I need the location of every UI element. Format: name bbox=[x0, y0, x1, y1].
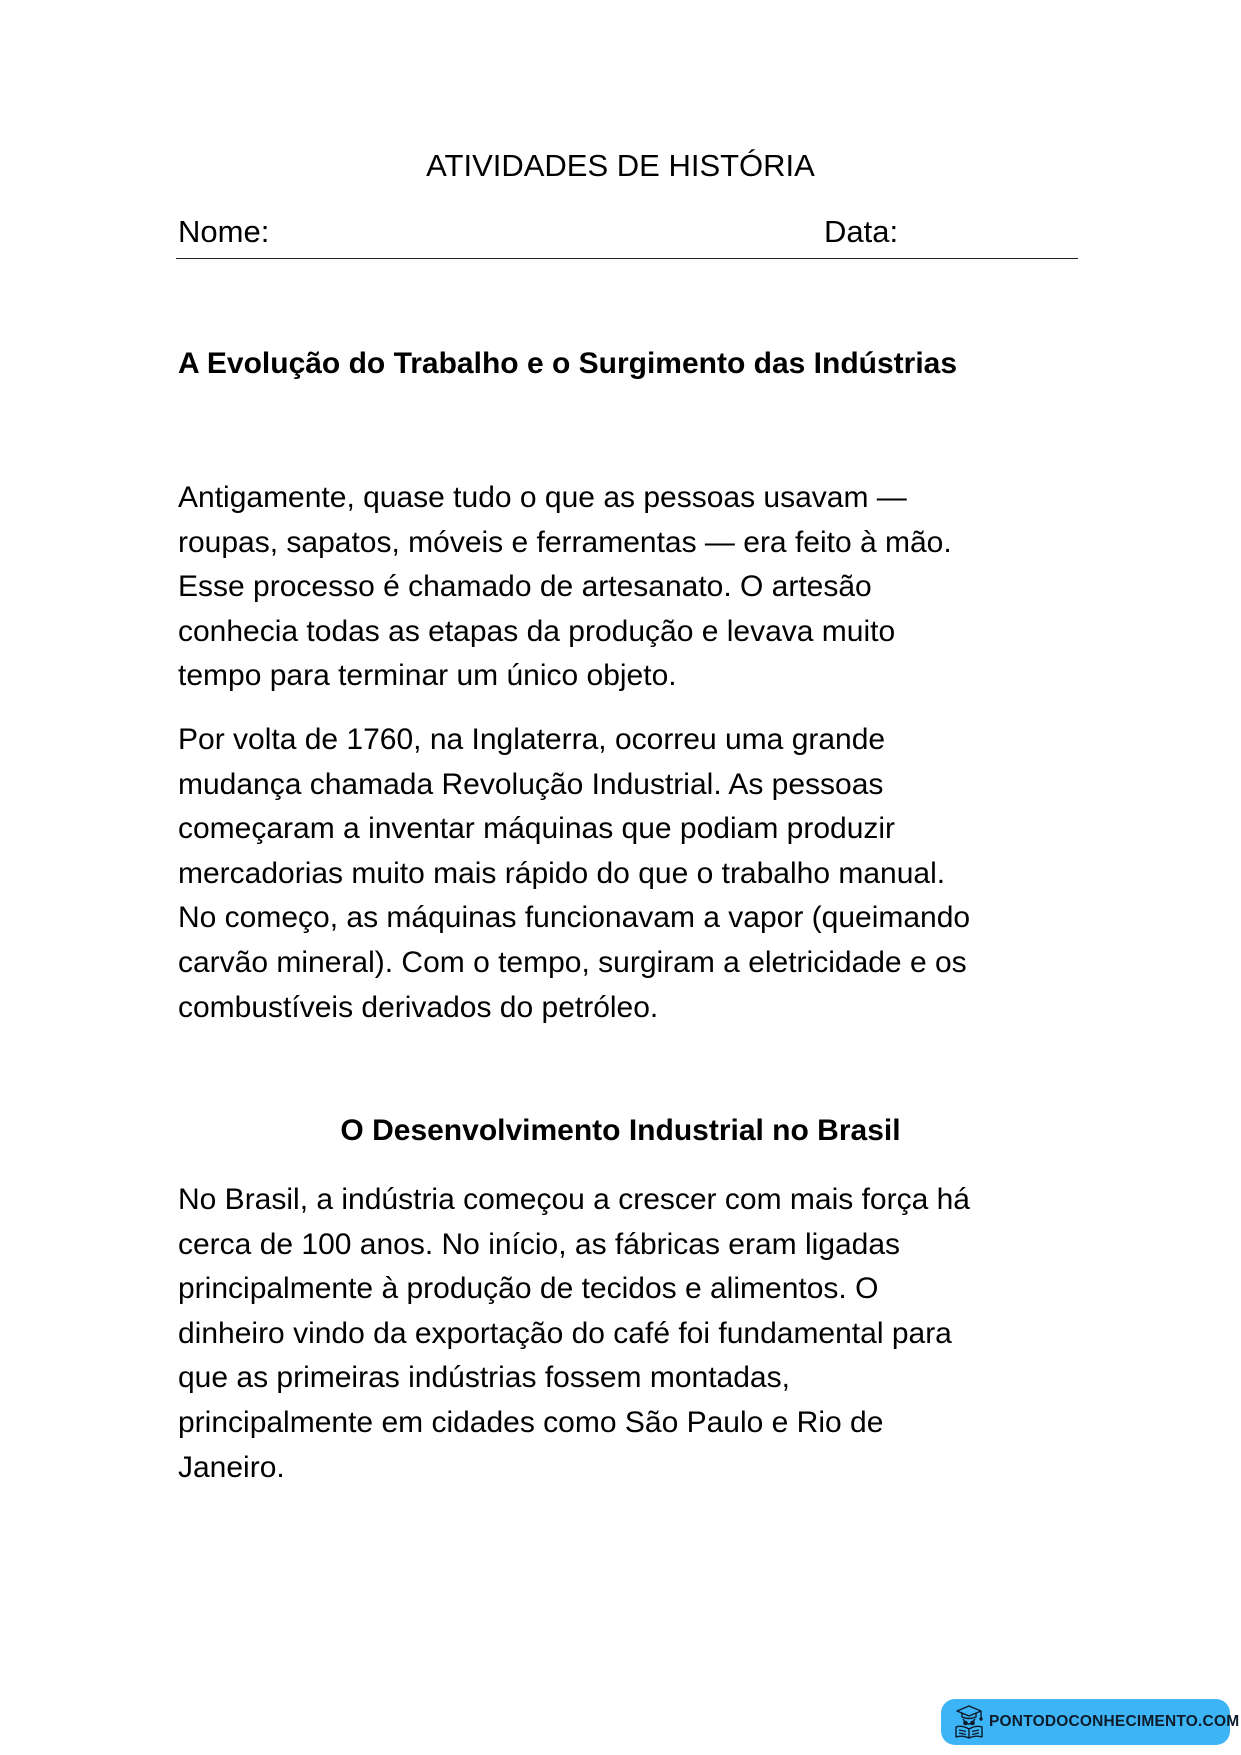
section2-heading: O Desenvolvimento Industrial no Brasil bbox=[340, 1114, 901, 1147]
date-label: Data: bbox=[824, 214, 899, 249]
text-line: principalmente em cidades como São Paulo e Rio de bbox=[178, 1405, 884, 1439]
text-line: cerca de 100 anos. No início, as fábricas eram ligadas bbox=[178, 1227, 901, 1261]
text-line: Janeiro. bbox=[178, 1450, 285, 1484]
text-line: mercadorias muito mais rápido do que o trabalho manual. bbox=[178, 856, 946, 890]
text-line: começaram a inventar máquinas que podiam produzir bbox=[178, 812, 896, 846]
text-line: principalmente à produção de tecidos e alimentos. O bbox=[178, 1272, 879, 1306]
section1-heading: A Evolução do Trabalho e o Surgimento das Indústrias bbox=[178, 347, 958, 380]
site-badge[interactable] bbox=[941, 1699, 1240, 1745]
name-label: Nome: bbox=[178, 214, 270, 249]
text-line: Por volta de 1760, na Inglaterra, ocorreu uma grande bbox=[178, 723, 886, 756]
graduate-reading-book-icon bbox=[953, 1705, 985, 1739]
text-line: Esse processo é chamado de artesanato. O artesão bbox=[178, 570, 872, 604]
text-line: No começo, as máquinas funcionavam a vapor (queimando bbox=[178, 901, 971, 935]
worksheet-title: ATIVIDADES DE HISTÓRIA bbox=[426, 148, 815, 183]
header-rule bbox=[176, 258, 1078, 259]
text-line: Antigamente, quase tudo o que as pessoas usavam — bbox=[178, 481, 907, 514]
text-line: que as primeiras indústrias fossem montadas, bbox=[178, 1361, 790, 1395]
section1-paragraph-1 bbox=[178, 476, 1078, 699]
text-line: dinheiro vindo da exportação do café foi fundamental para bbox=[178, 1316, 952, 1350]
text-line: tempo para terminar um único objeto. bbox=[178, 659, 677, 693]
text-line: conhecia todas as etapas da produção e levava muito bbox=[178, 614, 896, 648]
text-line: roupas, sapatos, móveis e ferramentas — era feito à mão. bbox=[178, 525, 952, 559]
text-line: No Brasil, a indústria começou a crescer com mais força há bbox=[178, 1183, 970, 1216]
section2-paragraph-1 bbox=[178, 1178, 1078, 1490]
badge-text: PONTODOCONHECIMENTO.COM bbox=[989, 1713, 1240, 1730]
section1-paragraph-2 bbox=[178, 718, 1078, 1030]
text-line: combustíveis derivados do petróleo. bbox=[178, 990, 659, 1024]
text-line: mudança chamada Revolução Industrial. As pessoas bbox=[178, 767, 884, 801]
text-line: carvão mineral). Com o tempo, surgiram a eletricidade e os bbox=[178, 945, 967, 979]
